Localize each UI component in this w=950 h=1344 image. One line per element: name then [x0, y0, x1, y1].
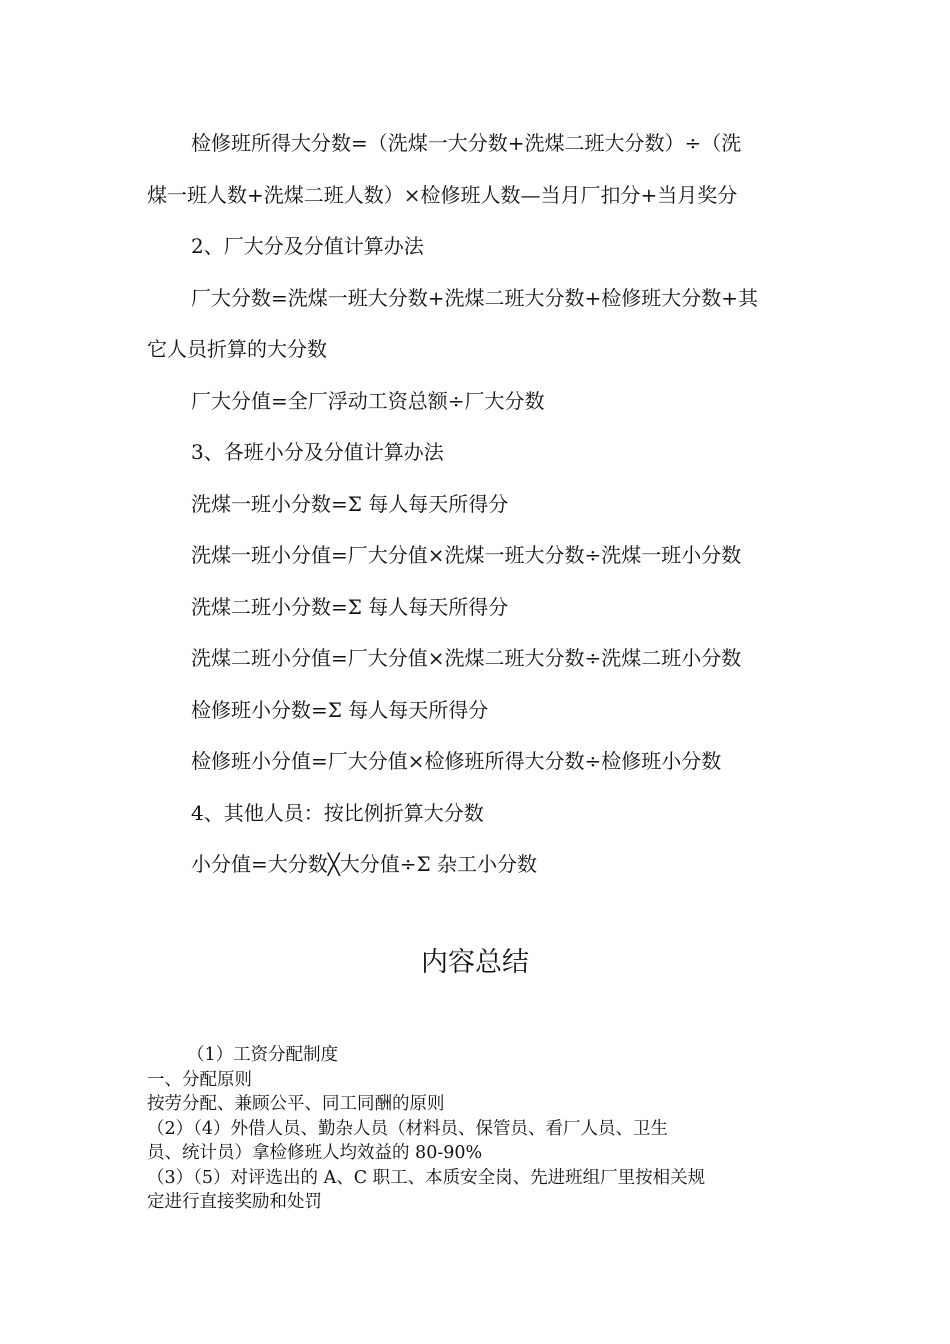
formula-line-10: 洗煤二班小分数=Σ 每人每天所得分 — [191, 594, 509, 619]
body-line-5: 它人员折算的大分数 — [147, 337, 327, 361]
summary-line-3: 按劳分配、兼顾公平、同工同酬的原则 — [147, 1094, 445, 1114]
body-line-1: 检修班所得大分数=（洗煤一大分数+洗煤二班大分数）÷（洗 — [191, 131, 742, 155]
summary-line-5: 员、统计员）拿检修班人均效益的 80-90% — [147, 1143, 483, 1163]
formula-line-13: 检修班小分值=厂大分值×检修班所得大分数÷检修班小分数 — [191, 749, 722, 773]
section-heading-4: 4、其他人员：按比例折算大分数 — [191, 800, 484, 825]
summary-line-6: （3）（5）对评选出的 A、C 职工、本质安全岗、先进班组厂里按相关规 — [147, 1167, 706, 1188]
summary-title: 内容总结 — [421, 947, 529, 978]
section-heading-2: 2、厂大分及分值计算办法 — [191, 234, 424, 258]
summary-line-4: （2）（4）外借人员、勤杂人员（材料员、保管员、看厂人员、卫生 — [147, 1118, 669, 1139]
summary-line-1: （1）工资分配制度 — [187, 1045, 339, 1065]
body-line-4: 厂大分数=洗煤一班大分数+洗煤二班大分数+检修班大分数+其 — [191, 285, 759, 310]
section-heading-3: 3、各班小分及分值计算办法 — [191, 440, 444, 464]
body-line-6: 厂大分值=全厂浮动工资总额÷厂大分数 — [191, 388, 545, 413]
formula-line-12: 检修班小分数=Σ 每人每天所得分 — [191, 697, 489, 722]
summary-line-2: 一、分配原则 — [147, 1069, 252, 1090]
document-body — [147, 118, 807, 891]
formula-line-8: 洗煤一班小分数=Σ 每人每天所得分 — [191, 491, 509, 516]
summary-body — [147, 1043, 817, 1215]
body-line-2: 煤一班人数+洗煤二班人数）×检修班人数—当月厂扣分+当月奖分 — [147, 182, 738, 207]
formula-line-11: 洗煤二班小分值=厂大分值×洗煤二班大分数÷洗煤二班小分数 — [191, 646, 742, 670]
formula-line-15: 小分值=大分数╳大分值÷Σ 杂工小分数 — [191, 852, 538, 876]
summary-line-7: 定进行直接奖励和处罚 — [147, 1192, 322, 1212]
formula-line-9: 洗煤一班小分值=厂大分值×洗煤一班大分数÷洗煤一班小分数 — [191, 543, 742, 567]
